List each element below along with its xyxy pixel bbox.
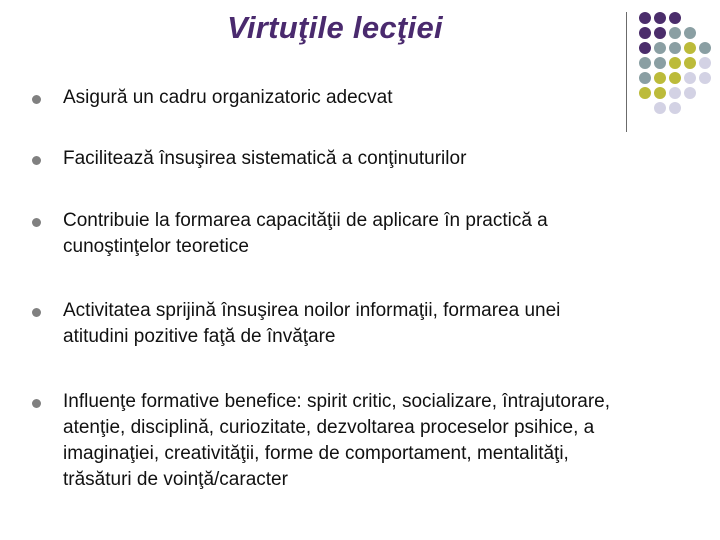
bullet-line: atenţie, disciplină, curiozitate, dezvoltarea proceselor psihice, a xyxy=(63,417,595,438)
decorative-dot xyxy=(684,57,696,69)
bullet-line: trăsături de voinţă/caracter xyxy=(63,469,288,490)
bullet-line: atitudini pozitive faţă de învăţare xyxy=(63,326,336,347)
bullet-icon xyxy=(32,308,41,317)
bullet-line: Facilitează însuşirea sistematică a conţinuturilor xyxy=(63,148,467,169)
decorative-dot xyxy=(669,72,681,84)
bullet-text xyxy=(63,208,703,260)
decorative-dot xyxy=(699,12,711,24)
decorative-dot xyxy=(639,72,651,84)
bullet-line: cunoştinţelor teoretice xyxy=(63,236,249,257)
decorative-dot xyxy=(654,27,666,39)
decorative-dot xyxy=(639,12,651,24)
bullet-icon xyxy=(32,218,41,227)
bullet-line: imaginaţiei, creativităţii, forme de comportament, mentalităţi, xyxy=(63,443,569,464)
bullet-text xyxy=(63,85,703,111)
decorative-dot xyxy=(639,42,651,54)
bullet-line: Activitatea sprijină însuşirea noilor informaţii, formarea unei xyxy=(63,300,561,321)
decorative-dot xyxy=(699,57,711,69)
bullet-icon xyxy=(32,95,41,104)
decorative-dot xyxy=(669,27,681,39)
decorative-dot xyxy=(639,27,651,39)
decorative-dot xyxy=(669,42,681,54)
decorative-dot xyxy=(699,72,711,84)
decorative-dot xyxy=(684,42,696,54)
decorative-dot xyxy=(684,12,696,24)
vertical-divider xyxy=(626,12,627,132)
decorative-dot xyxy=(699,42,711,54)
decorative-dot xyxy=(654,42,666,54)
bullet-icon xyxy=(32,399,41,408)
bullet-line: Asigură un cadru organizatoric adecvat xyxy=(63,87,393,108)
bullet-text xyxy=(63,389,703,493)
decorative-dot xyxy=(669,57,681,69)
bullet-icon xyxy=(32,156,41,165)
decorative-dot xyxy=(669,12,681,24)
decorative-dot xyxy=(654,12,666,24)
decorative-dot xyxy=(699,27,711,39)
decorative-dot xyxy=(684,72,696,84)
bullet-text xyxy=(63,146,703,172)
bullet-line: Contribuie la formarea capacităţii de aplicare în practică a xyxy=(63,210,548,231)
bullet-text xyxy=(63,298,703,350)
bullet-line: Influenţe formative benefice: spirit critic, socializare, întrajutorare, xyxy=(63,391,611,412)
decorative-dot xyxy=(654,72,666,84)
decorative-dot xyxy=(654,57,666,69)
slide-title: Virtuţile lecţiei xyxy=(227,10,443,45)
decorative-dot xyxy=(639,57,651,69)
decorative-dot xyxy=(684,27,696,39)
